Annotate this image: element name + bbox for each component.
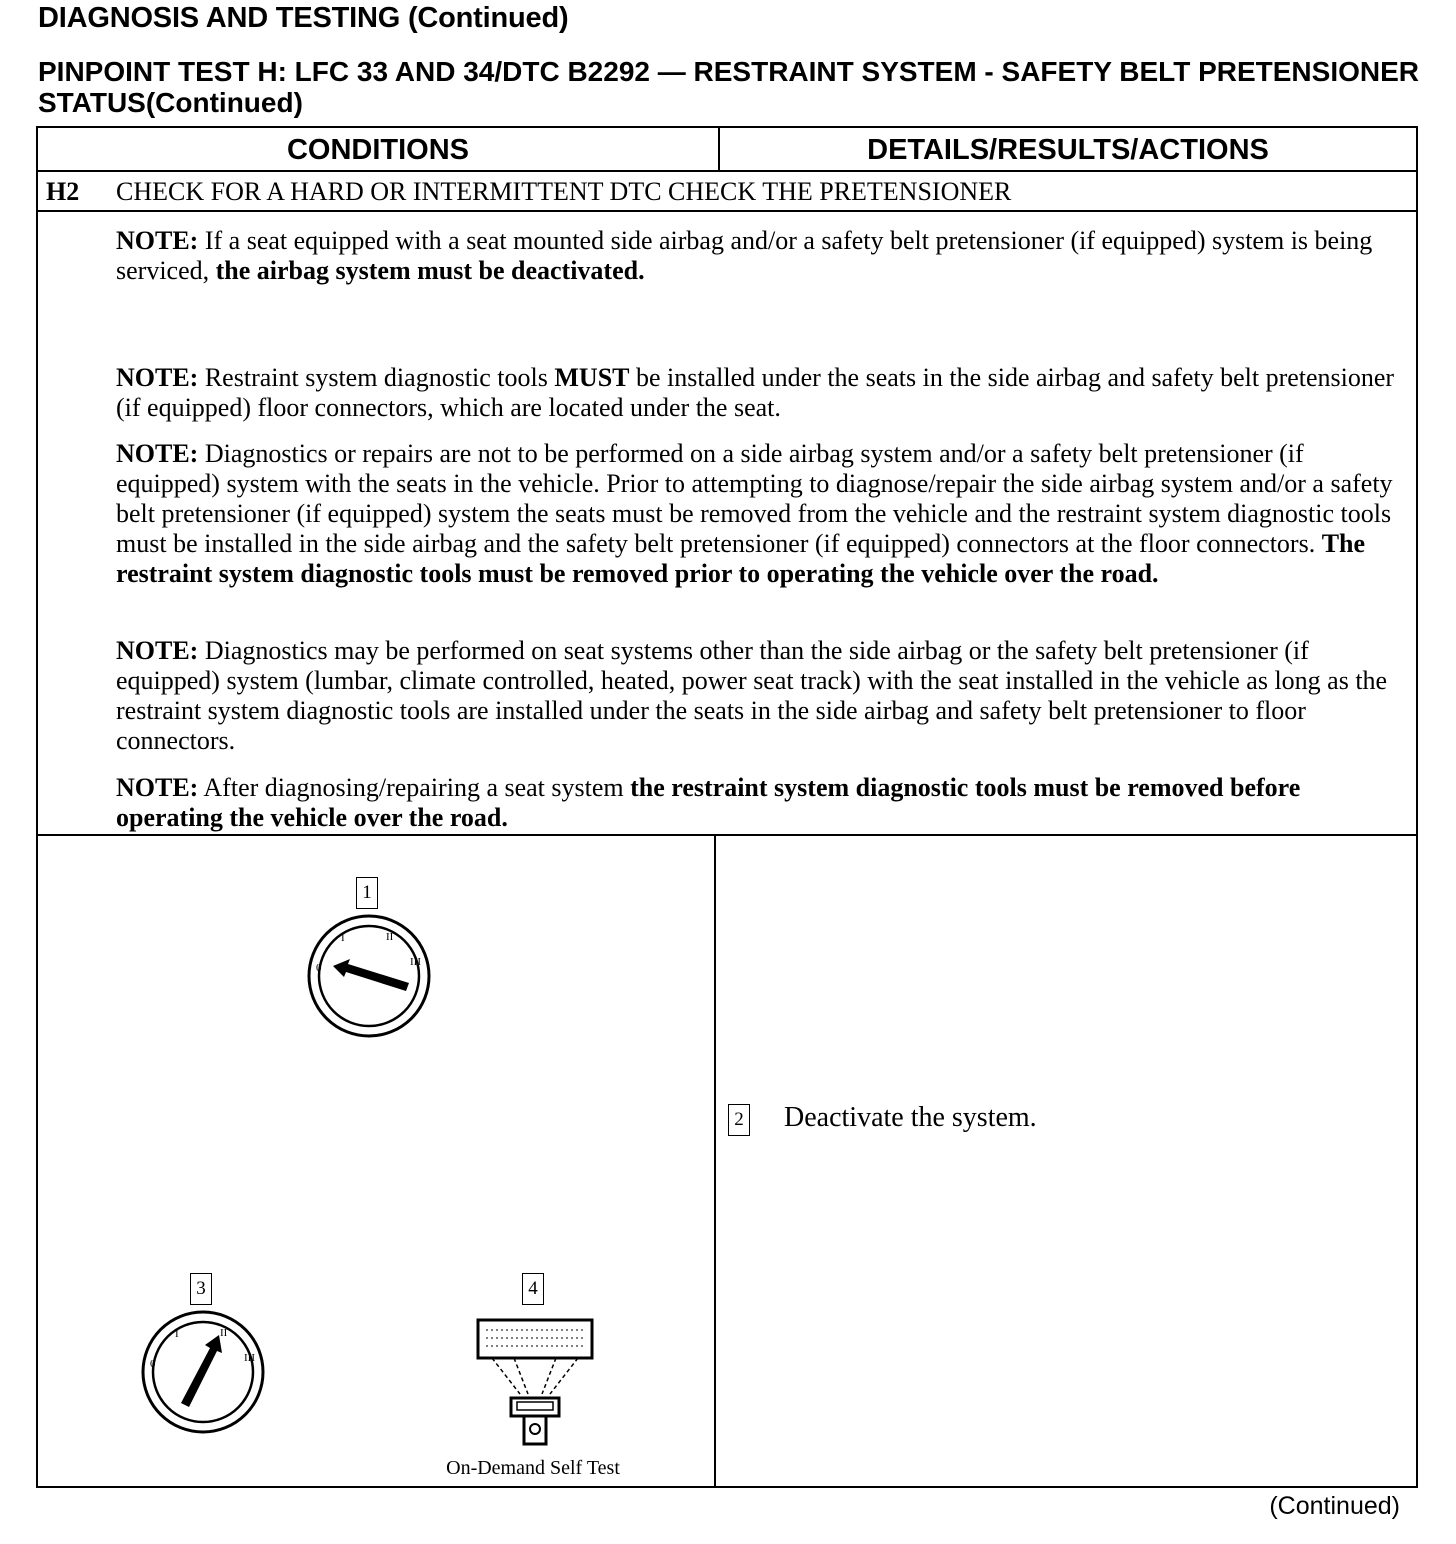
note-label: NOTE: (116, 636, 199, 665)
note-bold-text: The restraint system diagnostic tools must be removed prior to operating the vehicle over the road. (116, 529, 1366, 588)
note-label: NOTE: (116, 773, 199, 802)
actions-cell (716, 836, 1416, 1486)
ignition-switch-run-icon (140, 1309, 266, 1435)
step-title: CHECK FOR A HARD OR INTERMITTENT DTC CHECK THE PRETENSIONER (116, 177, 1012, 206)
ignition-switch-off-icon (306, 913, 432, 1039)
svg-text:I: I (341, 932, 345, 944)
note-bold-text: the restraint system diagnostic tools must be removed before operating the vehicle over the road. (116, 773, 1301, 832)
continued-footer: (Continued) (1269, 1492, 1400, 1520)
pinpoint-test-table (36, 126, 1418, 1488)
self-test-caption: On-Demand Self Test (446, 1457, 620, 1479)
note-other-seat-systems (116, 636, 1412, 756)
notes-section (38, 212, 1416, 836)
note-bold-text: MUST (554, 363, 630, 392)
note-label: NOTE: (116, 439, 199, 468)
step-id: H2 (46, 177, 80, 206)
note-diagnostic-tools (116, 363, 1412, 423)
conditions-figure-cell (38, 836, 716, 1486)
callout-2: 2 (728, 1104, 750, 1136)
svg-text:0: 0 (150, 1358, 156, 1370)
note-text: If a seat equipped with a seat mounted side airbag and/or a safety belt pretensioner (if equipped) system is being serviced, (116, 226, 1373, 285)
callout-4: 4 (522, 1273, 544, 1305)
note-label: NOTE: (116, 363, 199, 392)
svg-text:I: I (175, 1328, 179, 1340)
note-airbag-deactivate (116, 226, 1412, 286)
action-text: Deactivate the system. (784, 1102, 1037, 1133)
note-bold-text: the airbag system must be deactivated. (215, 256, 645, 285)
note-text: Diagnostics may be performed on seat systems other than the side airbag or the safety belt pretensioner (if equipped) system (lumbar, climate controlled, heated, power seat track) with the seat installed in the vehicle as long as the restraint system diagnostic tools are installed under the seats in the side airbag and safety belt pretensioner to floor connectors. (116, 636, 1388, 755)
callout-1: 1 (356, 877, 378, 909)
note-text: After diagnosing/repairing a seat system (198, 773, 631, 802)
svg-text:0: 0 (316, 962, 322, 974)
svg-text:III: III (244, 1352, 255, 1364)
document-title: DIAGNOSIS AND TESTING (Continued) (38, 2, 569, 34)
callout-3: 3 (190, 1273, 212, 1305)
svg-text:II: II (386, 931, 394, 943)
svg-text:II: II (220, 1327, 228, 1339)
note-label: NOTE: (116, 226, 199, 255)
step-row (38, 172, 1416, 212)
note-text: Restraint system diagnostic tools (198, 363, 555, 392)
pinpoint-test-title: PINPOINT TEST H: LFC 33 AND 34/DTC B2292 — RESTRAINT SYSTEM - SAFETY BELT PRETENSIONER STATUS(Continued) (38, 56, 1419, 118)
note-seats-removed (116, 439, 1412, 589)
conditions-column-header: CONDITIONS (38, 128, 720, 172)
note-text: Diagnostics or repairs are not to be performed on a side airbag system and/or a safety belt pretensioner (if equipped) system with the seats in the vehicle. Prior to attempting to diagnose/repair the side airbag system and/or a safety belt pretensioner (if equipped) system the seats must be removed from the vehicle and the restraint system diagnostic tools must be installed in the side airbag and the safety belt pretensioner (if equipped) connectors at the floor connectors. (116, 439, 1393, 558)
note-remove-tools (116, 773, 1412, 833)
svg-text:III: III (410, 956, 421, 968)
details-column-header: DETAILS/RESULTS/ACTIONS (720, 128, 1416, 172)
scan-tool-icon (474, 1316, 596, 1446)
note-text: be installed under the seats in the side airbag and safety belt pretensioner (if equipped) floor connectors, which are located under the seat. (116, 363, 1395, 422)
